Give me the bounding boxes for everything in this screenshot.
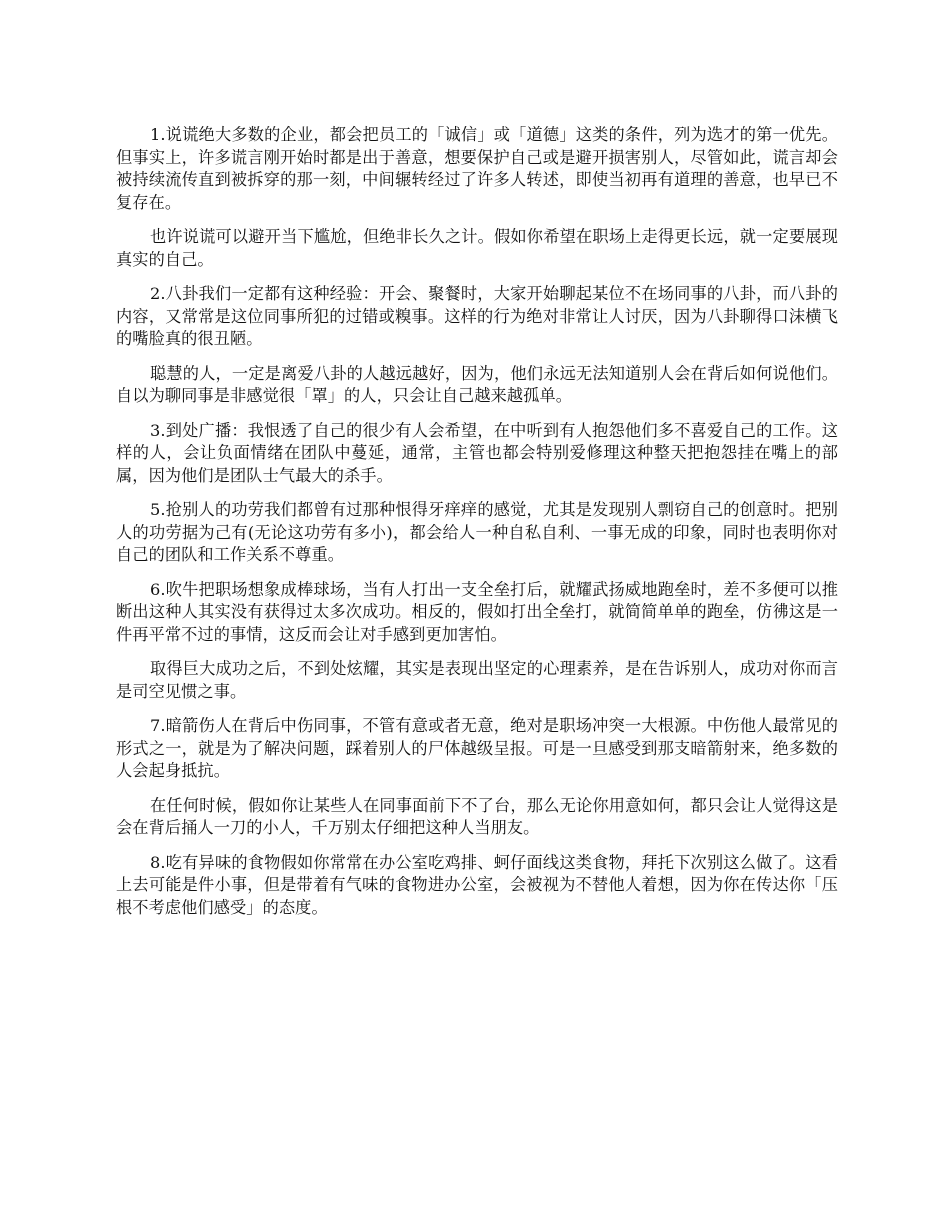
document-body bbox=[116, 124, 838, 931]
paragraph-gossip: 2.八卦我们一定都有这种经验：开会、聚餐时，大家开始聊起某位不在场同事的八卦，而八卦的内容，又常常是这位同事所犯的过错或糗事。这样的行为绝对非常让人讨厌，因为八卦聊得口沫横飞的嘴脸真的很丑陋。 bbox=[116, 284, 838, 348]
paragraph-lying: 1.说谎绝大多数的企业，都会把员工的「诚信」或「道德」这类的条件，列为选才的第一优先。但事实上，许多谎言刚开始时都是出于善意，想要保护自己或是避开损害别人，尽管如此，谎言却会被持续流传直到被拆穿的那一刻，中间辗转经过了许多人转述，即使当初再有道理的善意，也早已不复存在。 bbox=[116, 125, 838, 212]
paragraph-bragging-conclusion: 取得巨大成功之后，不到处炫耀，其实是表现出坚定的心理素养，是在告诉别人，成功对你而言是司空见惯之事。 bbox=[116, 659, 838, 701]
paragraph-backstabbing: 7.暗箭伤人在背后中伤同事，不管有意或者无意，绝对是职场冲突一大根源。中伤他人最常见的形式之一，就是为了解决问题，踩着别人的尸体越级呈报。可是一旦感受到那支暗箭射来，绝多数的人会起身抵抗。 bbox=[116, 716, 838, 780]
paragraph-bragging: 6.吹牛把职场想象成棒球场，当有人打出一支全垒打后，就耀武扬威地跑垒时，差不多便可以推断出这种人其实没有获得过太多次成功。相反的，假如打出全垒打，就简简单单的跑垒，仿彿这是一件再平常不过的事情，这反而会让对手感到更加害怕。 bbox=[116, 579, 838, 644]
paragraph-stealing-credit: 5.抢别人的功劳我们都曾有过那种恨得牙痒痒的感觉，尤其是发现别人剽窃自己的创意时。把别人的功劳据为己有(无论这功劳有多小)，都会给人一种自私自利、一事无成的印象，同时也表明你对自己的团队和工作关系不尊重。 bbox=[116, 500, 838, 564]
paragraph-complaining: 3.到处广播：我恨透了自己的很少有人会希望，在中听到有人抱怨他们多不喜爱自己的工作。这样的人，会让负面情绪在团队中蔓延，通常，主管也都会特别爱修理这种整天把抱怨挂在嘴上的部属，因为他们是团队士气最大的杀手。 bbox=[116, 420, 838, 485]
paragraph-backstabbing-conclusion: 在任何时候，假如你让某些人在同事面前下不了台，那么无论你用意如何，都只会让人觉得这是会在背后捅人一刀的小人，千万别太仔细把这种人当朋友。 bbox=[116, 795, 838, 837]
paragraph-smelly-food: 8.吃有异味的食物假如你常常在办公室吃鸡排、蚵仔面线这类食物，拜托下次别这么做了。这看上去可能是件小事，但是带着有气味的食物进办公室，会被视为不替他人着想，因为你在传达你「压根不考虑他们感受」的态度。 bbox=[116, 852, 838, 917]
paragraph-lying-conclusion: 也许说谎可以避开当下尴尬，但绝非长久之计。假如你希望在职场上走得更长远，就一定要展现真实的自己。 bbox=[116, 227, 838, 269]
paragraph-gossip-conclusion: 聪慧的人，一定是离爱八卦的人越远越好，因为，他们永远无法知道别人会在背后如何说他们。自以为聊同事是非感觉很「罩」的人，只会让自己越来越孤单。 bbox=[116, 363, 838, 405]
